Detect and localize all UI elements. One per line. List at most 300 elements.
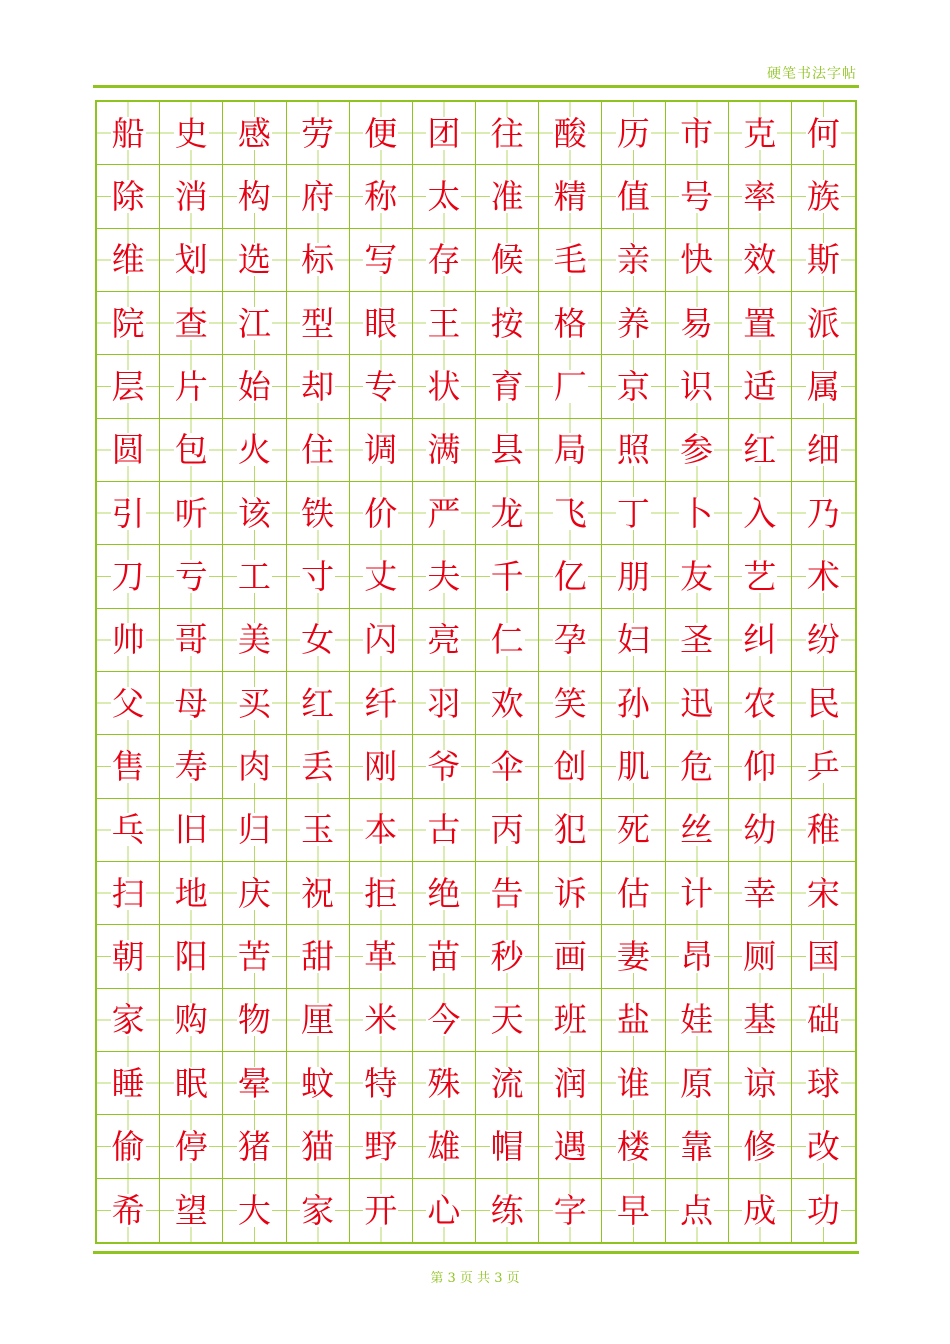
grid-cell	[223, 292, 286, 355]
practice-character: 大	[237, 1190, 271, 1230]
practice-character: 千	[490, 556, 524, 596]
practice-character: 死	[616, 810, 650, 850]
grid-cell	[160, 229, 223, 292]
practice-character: 稚	[806, 810, 840, 850]
grid-cell	[602, 799, 665, 862]
practice-character: 庆	[237, 873, 271, 913]
grid-cell	[160, 482, 223, 545]
practice-character: 京	[616, 366, 650, 406]
practice-character: 克	[743, 113, 777, 153]
practice-character: 家	[111, 1000, 145, 1040]
grid-cell	[97, 1179, 160, 1242]
grid-cell	[539, 799, 602, 862]
grid-cell	[729, 355, 792, 418]
grid-cell	[97, 1115, 160, 1178]
practice-character: 基	[743, 1000, 777, 1040]
practice-character: 家	[301, 1190, 335, 1230]
grid-cell	[476, 672, 539, 735]
practice-character: 练	[490, 1190, 524, 1230]
practice-character: 迅	[680, 683, 714, 723]
practice-character: 望	[174, 1190, 208, 1230]
practice-character: 太	[427, 176, 461, 216]
practice-character: 地	[174, 873, 208, 913]
practice-character: 乒	[806, 746, 840, 786]
grid-cell	[539, 292, 602, 355]
practice-character: 听	[174, 493, 208, 533]
practice-character: 格	[553, 303, 587, 343]
practice-character: 娃	[680, 1000, 714, 1040]
practice-character: 养	[616, 303, 650, 343]
grid-cell	[287, 609, 350, 672]
grid-cell	[160, 102, 223, 165]
practice-character: 圆	[111, 430, 145, 470]
grid-cell	[792, 925, 855, 988]
practice-character: 飞	[553, 493, 587, 533]
grid-cell	[287, 165, 350, 228]
grid-cell	[160, 545, 223, 608]
grid-cell	[729, 102, 792, 165]
practice-character: 苦	[237, 936, 271, 976]
practice-character: 市	[680, 113, 714, 153]
grid-cell	[602, 1179, 665, 1242]
grid-cell	[223, 862, 286, 925]
practice-character: 艺	[743, 556, 777, 596]
practice-character: 础	[806, 1000, 840, 1040]
grid-cell	[792, 989, 855, 1052]
practice-character: 女	[301, 620, 335, 660]
practice-character: 爷	[427, 746, 461, 786]
grid-cell	[666, 925, 729, 988]
practice-character: 严	[427, 493, 461, 533]
grid-cell	[287, 355, 350, 418]
practice-character: 原	[680, 1063, 714, 1103]
practice-character: 片	[174, 366, 208, 406]
grid-cell	[792, 735, 855, 798]
practice-character: 售	[111, 746, 145, 786]
practice-character: 买	[237, 683, 271, 723]
grid-cell	[729, 1115, 792, 1178]
practice-character: 史	[174, 113, 208, 153]
grid-cell	[413, 1179, 476, 1242]
grid-cell	[160, 165, 223, 228]
practice-character: 刀	[111, 556, 145, 596]
grid-cell	[539, 482, 602, 545]
practice-character: 猫	[301, 1126, 335, 1166]
grid-cell	[160, 419, 223, 482]
practice-character: 快	[680, 240, 714, 280]
grid-cell	[539, 735, 602, 798]
practice-character: 派	[806, 303, 840, 343]
grid-cell	[287, 1115, 350, 1178]
practice-character: 诉	[553, 873, 587, 913]
practice-character: 今	[427, 1000, 461, 1040]
practice-character: 状	[427, 366, 461, 406]
practice-character: 归	[237, 810, 271, 850]
grid-cell	[666, 102, 729, 165]
practice-character: 厕	[743, 936, 777, 976]
grid-cell	[413, 545, 476, 608]
practice-character: 告	[490, 873, 524, 913]
grid-cell	[287, 925, 350, 988]
practice-character: 构	[237, 176, 271, 216]
grid-cell	[729, 862, 792, 925]
grid-cell	[160, 292, 223, 355]
grid-cell	[602, 545, 665, 608]
practice-character: 眠	[174, 1063, 208, 1103]
grid-cell	[287, 545, 350, 608]
grid-cell	[602, 165, 665, 228]
grid-cell	[539, 1115, 602, 1178]
practice-character: 往	[490, 113, 524, 153]
practice-character: 红	[743, 430, 777, 470]
practice-character: 国	[806, 936, 840, 976]
practice-character: 育	[490, 366, 524, 406]
practice-character: 祝	[301, 873, 335, 913]
grid-cell	[350, 102, 413, 165]
practice-character: 便	[364, 113, 398, 153]
practice-character: 点	[680, 1190, 714, 1230]
practice-character: 选	[237, 240, 271, 280]
grid-cell	[97, 672, 160, 735]
practice-character: 存	[427, 240, 461, 280]
practice-character: 改	[806, 1126, 840, 1166]
practice-character: 早	[616, 1190, 650, 1230]
practice-character: 猪	[237, 1126, 271, 1166]
practice-character: 查	[174, 303, 208, 343]
grid-cell	[97, 735, 160, 798]
grid-cell	[223, 1052, 286, 1115]
practice-character: 识	[680, 366, 714, 406]
practice-character: 精	[553, 176, 587, 216]
practice-character: 术	[806, 556, 840, 596]
grid-cell	[287, 292, 350, 355]
practice-character: 毛	[553, 240, 587, 280]
practice-character: 笑	[553, 683, 587, 723]
practice-character: 蚊	[301, 1063, 335, 1103]
practice-character: 妇	[616, 620, 650, 660]
grid-cell	[223, 989, 286, 1052]
grid-cell	[160, 735, 223, 798]
practice-character: 成	[743, 1190, 777, 1230]
practice-character: 效	[743, 240, 777, 280]
practice-character: 伞	[490, 746, 524, 786]
grid-cell	[287, 1052, 350, 1115]
grid-cell	[666, 735, 729, 798]
practice-character: 斯	[806, 240, 840, 280]
grid-cell	[792, 1115, 855, 1178]
practice-character: 靠	[680, 1126, 714, 1166]
grid-cell	[350, 1052, 413, 1115]
grid-cell	[160, 1052, 223, 1115]
practice-character: 铁	[301, 493, 335, 533]
grid-cell	[539, 545, 602, 608]
grid-cell	[602, 229, 665, 292]
grid-cell	[602, 609, 665, 672]
grid-cell	[792, 1179, 855, 1242]
grid-cell	[476, 862, 539, 925]
grid-cell	[223, 482, 286, 545]
grid-cell	[97, 609, 160, 672]
practice-character: 朝	[111, 936, 145, 976]
practice-character: 引	[111, 493, 145, 533]
grid-cell	[666, 165, 729, 228]
practice-character: 亲	[616, 240, 650, 280]
practice-character: 谁	[616, 1063, 650, 1103]
practice-character: 扫	[111, 873, 145, 913]
grid-cell	[97, 1052, 160, 1115]
practice-character: 团	[427, 113, 461, 153]
practice-character: 停	[174, 1126, 208, 1166]
practice-character: 寸	[301, 556, 335, 596]
practice-character: 细	[806, 430, 840, 470]
grid-cell	[792, 1052, 855, 1115]
grid-cell	[729, 672, 792, 735]
grid-cell	[476, 292, 539, 355]
grid-cell	[287, 735, 350, 798]
grid-cell	[160, 1115, 223, 1178]
practice-character: 天	[490, 1000, 524, 1040]
grid-cell	[287, 229, 350, 292]
practice-character: 革	[364, 936, 398, 976]
grid-cell	[729, 1179, 792, 1242]
grid-cell	[413, 482, 476, 545]
practice-character: 羽	[427, 683, 461, 723]
grid-cell	[666, 1115, 729, 1178]
grid-cell	[476, 229, 539, 292]
header-rule	[93, 85, 859, 88]
grid-cell	[476, 102, 539, 165]
practice-character: 局	[553, 430, 587, 470]
grid-cell	[350, 1179, 413, 1242]
grid-cell	[413, 862, 476, 925]
practice-character: 肉	[237, 746, 271, 786]
practice-character: 却	[301, 366, 335, 406]
grid-cell	[223, 165, 286, 228]
practice-character: 幸	[743, 873, 777, 913]
grid-cell	[539, 925, 602, 988]
grid-cell	[792, 292, 855, 355]
grid-cell	[223, 102, 286, 165]
grid-cell	[476, 609, 539, 672]
grid-cell	[539, 419, 602, 482]
practice-character: 值	[616, 176, 650, 216]
practice-character: 寿	[174, 746, 208, 786]
practice-character: 丙	[490, 810, 524, 850]
practice-character: 孕	[553, 620, 587, 660]
practice-character: 江	[237, 303, 271, 343]
practice-character: 母	[174, 683, 208, 723]
practice-character: 专	[364, 366, 398, 406]
grid-cell	[476, 482, 539, 545]
practice-character: 闪	[364, 620, 398, 660]
practice-character: 始	[237, 366, 271, 406]
grid-cell	[413, 1052, 476, 1115]
grid-cell	[792, 229, 855, 292]
practice-character: 美	[237, 620, 271, 660]
grid-cell	[223, 1179, 286, 1242]
practice-character: 危	[680, 746, 714, 786]
grid-cell	[287, 102, 350, 165]
practice-character: 计	[680, 873, 714, 913]
practice-character: 昂	[680, 936, 714, 976]
practice-character: 夫	[427, 556, 461, 596]
practice-character: 仰	[743, 746, 777, 786]
grid-cell	[97, 229, 160, 292]
grid-cell	[223, 1115, 286, 1178]
practice-character: 率	[743, 176, 777, 216]
practice-character: 犯	[553, 810, 587, 850]
grid-cell	[539, 672, 602, 735]
practice-character: 入	[743, 493, 777, 533]
practice-character: 幼	[743, 810, 777, 850]
grid-cell	[476, 989, 539, 1052]
practice-character: 火	[237, 430, 271, 470]
practice-character: 开	[364, 1190, 398, 1230]
grid-cell	[160, 1179, 223, 1242]
practice-grid	[95, 100, 857, 1244]
practice-character: 卜	[680, 493, 714, 533]
grid-cell	[287, 419, 350, 482]
practice-character: 按	[490, 303, 524, 343]
practice-character: 特	[364, 1063, 398, 1103]
practice-character: 画	[553, 936, 587, 976]
practice-character: 班	[553, 1000, 587, 1040]
practice-character: 院	[111, 303, 145, 343]
grid-cell	[666, 862, 729, 925]
practice-character: 调	[364, 430, 398, 470]
practice-character: 父	[111, 683, 145, 723]
grid-cell	[476, 1115, 539, 1178]
grid-cell	[287, 799, 350, 862]
grid-cell	[666, 989, 729, 1052]
grid-cell	[539, 989, 602, 1052]
grid-cell	[792, 862, 855, 925]
practice-character: 纤	[364, 683, 398, 723]
practice-character: 亿	[553, 556, 587, 596]
grid-cell	[792, 165, 855, 228]
grid-cell	[476, 925, 539, 988]
grid-cell	[666, 1052, 729, 1115]
grid-cell	[539, 102, 602, 165]
grid-cell	[666, 419, 729, 482]
grid-cell	[476, 1052, 539, 1115]
grid-cell	[413, 292, 476, 355]
practice-character: 仁	[490, 620, 524, 660]
grid-cell	[350, 419, 413, 482]
grid-cell	[350, 355, 413, 418]
grid-cell	[97, 419, 160, 482]
grid-cell	[539, 609, 602, 672]
grid-cell	[160, 989, 223, 1052]
grid-cell	[413, 165, 476, 228]
practice-character: 农	[743, 683, 777, 723]
practice-character: 龙	[490, 493, 524, 533]
grid-cell	[602, 1115, 665, 1178]
grid-cell	[666, 545, 729, 608]
practice-character: 刚	[364, 746, 398, 786]
practice-character: 殊	[427, 1063, 461, 1103]
grid-cell	[476, 545, 539, 608]
grid-cell	[97, 292, 160, 355]
grid-cell	[97, 355, 160, 418]
practice-character: 准	[490, 176, 524, 216]
grid-cell	[97, 545, 160, 608]
grid-cell	[350, 925, 413, 988]
practice-character: 米	[364, 1000, 398, 1040]
grid-cell	[97, 165, 160, 228]
practice-character: 欢	[490, 683, 524, 723]
practice-character: 纷	[806, 620, 840, 660]
grid-cell	[792, 799, 855, 862]
grid-cell	[413, 925, 476, 988]
grid-cell	[602, 989, 665, 1052]
grid-cell	[97, 989, 160, 1052]
grid-cell	[729, 419, 792, 482]
grid-cell	[666, 229, 729, 292]
grid-cell	[413, 672, 476, 735]
practice-character: 帽	[490, 1126, 524, 1166]
practice-character: 功	[806, 1190, 840, 1230]
practice-character: 帅	[111, 620, 145, 660]
grid-cell	[287, 989, 350, 1052]
practice-character: 适	[743, 366, 777, 406]
grid-cell	[223, 735, 286, 798]
practice-character: 置	[743, 303, 777, 343]
practice-character: 层	[111, 366, 145, 406]
grid-cell	[729, 165, 792, 228]
practice-character: 玉	[301, 810, 335, 850]
grid-cell	[160, 355, 223, 418]
practice-character: 孙	[616, 683, 650, 723]
grid-cell	[413, 419, 476, 482]
practice-character: 参	[680, 430, 714, 470]
practice-character: 创	[553, 746, 587, 786]
practice-character: 亏	[174, 556, 208, 596]
grid-cell	[792, 419, 855, 482]
grid-cell	[792, 609, 855, 672]
practice-character: 何	[806, 113, 840, 153]
grid-cell	[729, 229, 792, 292]
practice-character: 候	[490, 240, 524, 280]
grid-cell	[413, 1115, 476, 1178]
practice-character: 厂	[553, 366, 587, 406]
practice-character: 楼	[616, 1126, 650, 1166]
practice-character: 宋	[806, 873, 840, 913]
grid-cell	[160, 609, 223, 672]
grid-cell	[413, 609, 476, 672]
practice-character: 哥	[174, 620, 208, 660]
practice-character: 妻	[616, 936, 650, 976]
grid-cell	[792, 102, 855, 165]
grid-cell	[413, 229, 476, 292]
grid-cell	[223, 355, 286, 418]
grid-cell	[602, 355, 665, 418]
grid-cell	[287, 672, 350, 735]
grid-cell	[792, 672, 855, 735]
practice-character: 心	[427, 1190, 461, 1230]
practice-character: 价	[364, 493, 398, 533]
grid-cell	[539, 1052, 602, 1115]
grid-cell	[729, 925, 792, 988]
grid-cell	[792, 545, 855, 608]
grid-cell	[223, 545, 286, 608]
grid-cell	[729, 1052, 792, 1115]
grid-cell	[729, 292, 792, 355]
grid-cell	[350, 292, 413, 355]
grid-cell	[602, 735, 665, 798]
practice-character: 乃	[806, 493, 840, 533]
grid-cell	[602, 292, 665, 355]
